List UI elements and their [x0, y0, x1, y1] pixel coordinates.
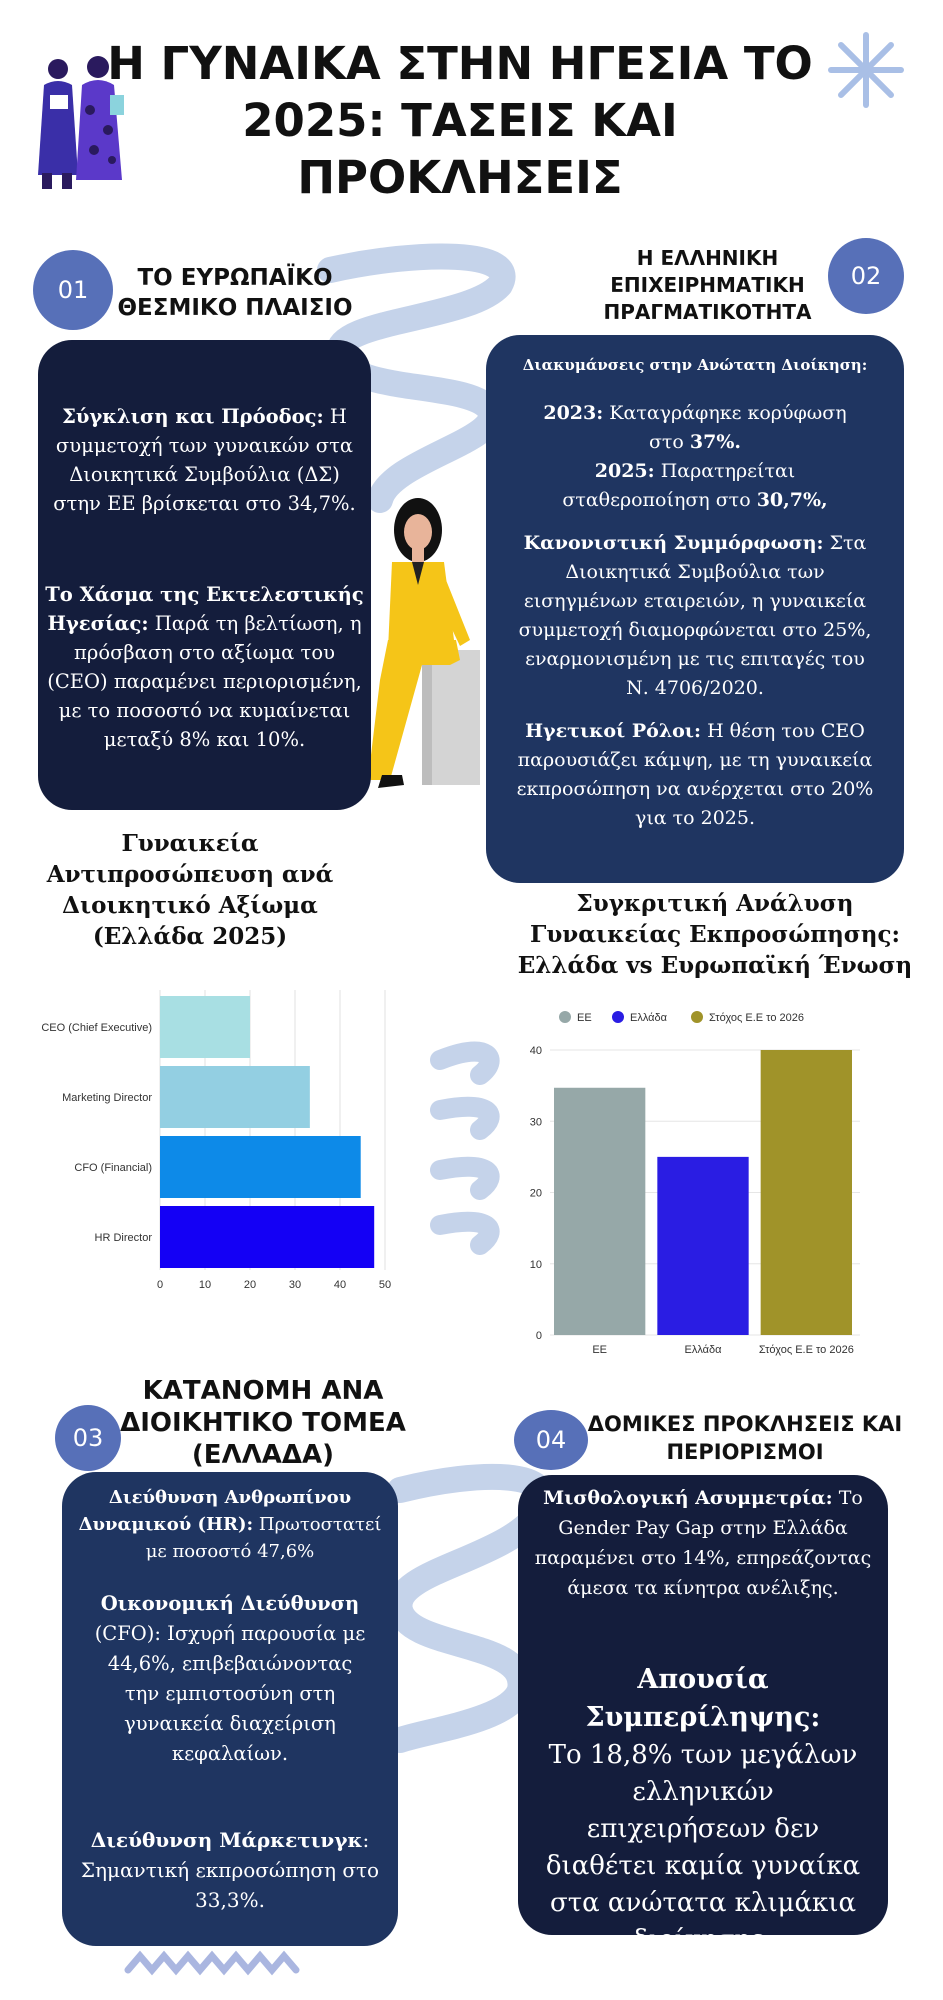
chart-1-x-tick-label: 0 [156, 1279, 164, 1291]
chart-1-bar [160, 1136, 361, 1198]
chart-2-bar [657, 1157, 748, 1335]
chart-1-category-label: CFO (Financial) [74, 1162, 152, 1174]
section-03-hr: Διεύθυνση Ανθρωπίνου Δυναμικού (HR): Πρωτοστατεί με ποσοστό 47,6% [78, 1487, 382, 1562]
section-04-pay-gap: Μισθολογική Ασυμμετρία: Το Gender Pay Gap στην Ελλάδα παραμένει στο 14%, επηρεάζοντας άμεσα τα κίνητρα ανέλιξης. [534, 1487, 872, 1599]
section-number-03: 03 [55, 1405, 121, 1471]
chart-1-x-tick-label: 10 [198, 1279, 212, 1291]
chart-2 [520, 1005, 870, 1370]
chart-2-bar [761, 1050, 852, 1335]
section-number-01: 01 [33, 250, 113, 330]
section-03-heading: ΚΑΤΑΝΟΜΗ ΑΝΑ ΔΙΟΙΚΗΤΙΚΟ ΤΟΜΕΑ (ΕΛΛΑΔΑ) [120, 1376, 406, 1470]
chart-2-legend-swatch [691, 1011, 703, 1023]
chart-2-legend-label: Ελλάδα [630, 1012, 668, 1024]
section-02-compliance: Κανονιστική Συμμόρφωση: Στα Διοικητικά Συμβούλια των εισηγμένων εταιρειών, η γυναικεία συμμετοχή διαμορφώνεται στο 25%, εναρμονισμένη με τις επιταγές του Ν. 4706/2020. [518, 532, 872, 699]
chart-2-bar [554, 1088, 645, 1335]
chart-1-x-tick-label: 50 [378, 1279, 392, 1291]
chart-1-category-label: HR Director [94, 1232, 152, 1244]
section-03-cfo: Οικονομική Διεύθυνση (CFO): Ισχυρή παρουσία με 44,6%, επιβεβαιώνοντας την εμπιστοσύνη στη γυναικεία διαχείριση κεφαλαίων. [94, 1592, 366, 1765]
section-04-absence-label: Απουσία Συμπερίληψης: [585, 1664, 821, 1733]
section-03-card [62, 1472, 398, 1946]
chart-2-legend-label: Στόχος Ε.Ε το 2026 [709, 1012, 805, 1024]
section-01-paragraph-2: Το Χάσμα της Εκτελεστικής Ηγεσίας: Παρά τη βελτίωση, η πρόσβαση στο αξίωμα του (CEO) παραμένει περιορισμένη, με το ποσοστό να κυμαίνεται μεταξύ 8% και 10%. [45, 583, 364, 751]
chart-1-bar [160, 1206, 374, 1268]
section-04-card [518, 1475, 888, 1955]
chart-2-category-label: Ελλάδα [684, 1344, 722, 1356]
wave-bottom [128, 1956, 296, 1970]
section-01-paragraph-1: Σύγκλιση και Πρόοδος: Η συμμετοχή των γυναικών στα Διοικητικά Συμβούλια (ΔΣ) στην ΕΕ βρίσκεται στο 34,7%. [53, 405, 356, 515]
section-01-heading: ΤΟ ΕΥΡΩΠΑΪΚΟ ΘΕΣΜΙΚΟ ΠΛΑΙΣΙΟ [117, 265, 353, 321]
chart-2-legend-swatch [559, 1011, 571, 1023]
chart-2-category-label: ΕΕ [592, 1344, 608, 1356]
section-04-heading: ΔΟΜΙΚΕΣ ΠΡΟΚΛΗΣΕΙΣ ΚΑΙ ΠΕΡΙΟΡΙΣΜΟΙ [587, 1412, 903, 1464]
chart-2-y-tick-label: 0 [535, 1330, 542, 1342]
section-02-card [486, 335, 904, 883]
section-02-heading: Η ΕΛΛΗΝΙΚΗ ΕΠΙΧΕΙΡΗΜΑΤΙΚΗ ΠΡΑΓΜΑΤΙΚΟΤΗΤΑ [603, 246, 812, 324]
chart-1-title: Γυναικεία Αντιπροσώπευση ανά Διοικητικό Αξίωμα (Ελλάδα 2025) [46, 830, 334, 950]
section-04-absence-text: Το 18,8% των μεγάλων ελληνικών επιχειρήσεων δεν διαθέτει καμία γυναίκα στα ανώτατα κλιμάκια διοίκησης. [545, 1740, 861, 1955]
chart-2-y-tick-label: 10 [529, 1258, 542, 1271]
chart-2-y-tick-label: 40 [529, 1045, 542, 1057]
chart-1 [30, 990, 410, 1295]
page-title: Η ΓΥΝΑΙΚΑ ΣΤΗΝ ΗΓΕΣΙΑ ΤΟ 2025: ΤΑΣΕΙΣ ΚΑΙ ΠΡΟΚΛΗΣΕΙΣ [107, 37, 813, 204]
sparkle-icon [831, 35, 901, 105]
businesswoman-illustration-icon [360, 490, 490, 795]
chart-2-category-label: Στόχος Ε.Ε το 2026 [758, 1344, 854, 1356]
chart-2-legend-swatch [612, 1011, 624, 1023]
swirl-middle [440, 1052, 490, 1245]
section-02-roles: Ηγετικοί Ρόλοι: Η θέση του CEO παρουσιάζει κάμψη, με τη γυναικεία εκπροσώπηση να ανέρχεται στο 20% για το 2025. [516, 720, 874, 829]
chart-1-x-tick-label: 40 [333, 1279, 347, 1291]
chart-2-y-tick-label: 30 [529, 1116, 542, 1129]
chart-1-x-tick-label: 30 [288, 1279, 302, 1291]
chart-1-bar [160, 1066, 310, 1128]
section-02-year-2025: 2025: Παρατηρείται σταθεροποίηση στο 30,7%, [562, 460, 828, 511]
chart-2-y-tick-label: 20 [529, 1187, 542, 1200]
section-number-04: 04 [514, 1410, 588, 1470]
chart-1-bar [160, 996, 250, 1058]
chart-2-title: Συγκριτική Ανάλυση Γυναικείας Εκπροσώπησης: Ελλάδα vs Ευρωπαϊκή Ένωση [517, 890, 913, 979]
section-number-02: 02 [828, 238, 904, 314]
section-03-marketing: Διεύθυνση Μάρκετινγκ: Σημαντική εκπροσώπηση στο 33,3%. [80, 1828, 380, 1912]
section-02-intro: Διακυμάνσεις στην Ανώτατη Διοίκηση: [522, 356, 868, 374]
section-01-card [38, 340, 371, 810]
section-02-year-2023: 2023: Καταγράφηκε κορύφωση στο 37%. [543, 402, 847, 453]
chart-1-category-label: Marketing Director [62, 1092, 152, 1104]
chart-1-category-label: CEO (Chief Executive) [41, 1022, 152, 1034]
chart-1-x-tick-label: 20 [243, 1279, 257, 1291]
chart-2-legend-label: ΕΕ [577, 1012, 592, 1024]
